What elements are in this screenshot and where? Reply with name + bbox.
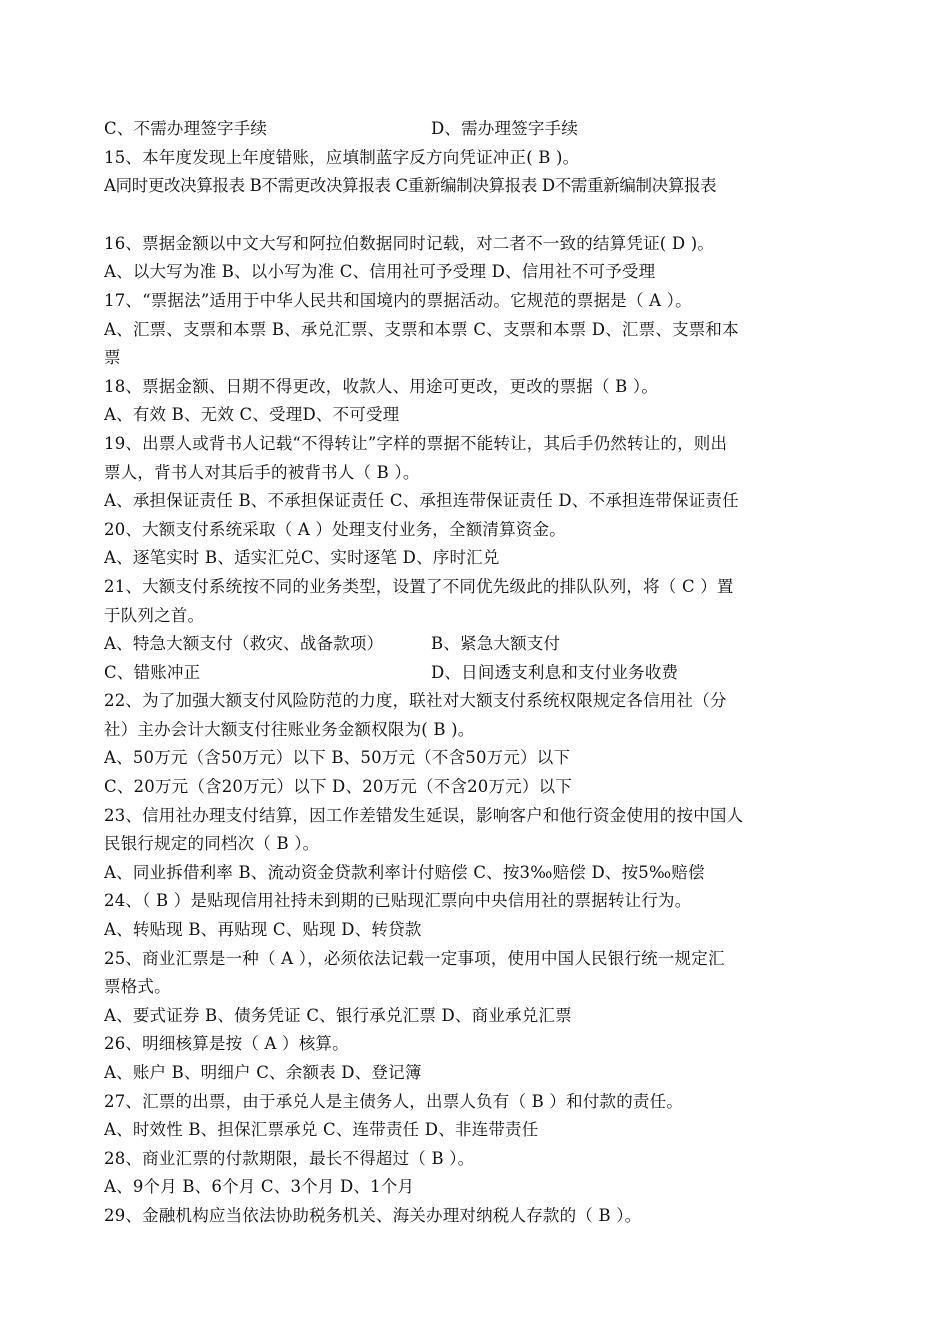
question-text: 16、票据金额以中文大写和阿拉伯数据同时记载，对二者不一致的结算凭证( D )。 (104, 233, 715, 253)
options-text: C、20万元（含20万元）以下 D、20万元（不含20万元）以下 (104, 777, 572, 797)
question-text: 民银行规定的同档次（ B ）。 (104, 834, 320, 854)
options-text: A、账户 B、明细户 C、余额表 D、登记簿 (104, 1063, 422, 1082)
question-text: 22、为了加强大额支付风险防范的力度，联社对大额支付系统权限规定各信用社（分 (104, 691, 727, 711)
option-text: D、日间透支利息和支付业务收费 (431, 662, 679, 682)
question-text: 23、信用社办理支付结算，因工作差错发生延误，影响客户和他行资金使用的按中国人 (104, 805, 744, 825)
question-text: 票人，背书人对其后手的被背书人（ B ）。 (104, 462, 420, 482)
option-row (104, 630, 844, 659)
options-text: 票 (104, 348, 121, 368)
option-row (104, 659, 844, 688)
question-text: 21、大额支付系统按不同的业务类型，设置了不同优先级此的排队队列，将（ C ）置 (104, 576, 734, 596)
question-text: 15、本年度发现上年度错账，应填制蓝字反方向凭证冲正( B )。 (104, 147, 580, 167)
question-text: 28、商业汇票的付款期限，最长不得超过（ B ）。 (104, 1148, 475, 1168)
options-text: A同时更改决算报表 B不需更改决算报表 C重新编制决算报表 D不需重新编制决算报表 (104, 176, 717, 196)
question-text: 19、出票人或背书人记载“不得转让”字样的票据不能转让，其后手仍然转让的，则出 (104, 433, 728, 453)
options-text: A、有效 B、无效 C、受理D、不可受理 (104, 405, 400, 425)
question-text: 票格式。 (104, 977, 171, 997)
question-text: 29、金融机构应当依法协助税务机关、海关办理对纳税人存款的（ B ）。 (104, 1205, 642, 1225)
question-text: 18、票据金额、日期不得更改，收款人、用途可更改，更改的票据（ B ）。 (104, 376, 659, 396)
options-text: A、逐笔实时 B、适实汇兑C、实时逐笔 D、序时汇兑 (104, 548, 500, 568)
options-text: A、要式证券 B、债务凭证 C、银行承兑汇票 D、商业承兑汇票 (104, 1005, 572, 1025)
question-text: 17、“票据法”适用于中华人民共和国境内的票据活动。它规范的票据是（ A ）。 (104, 290, 692, 310)
options-text: A、50万元（含50万元）以下 B、50万元（不含50万元）以下 (104, 748, 571, 768)
question-text: 25、商业汇票是一种（ A ），必须依法记载一定事项，使用中国人民银行统一规定汇 (104, 948, 725, 968)
options-text: A、转贴现 B、再贴现 C、贴现 D、转贷款 (104, 920, 422, 940)
options-text: A、时效性 B、担保汇票承兑 C、连带责任 D、非连带责任 (104, 1120, 539, 1140)
option-text: A、特急大额支付（救灾、战备款项） (104, 634, 384, 654)
question-text: 于队列之首。 (104, 605, 205, 625)
option-text: B、紧急大额支付 (431, 634, 561, 654)
option-text: D、需办理签字手续 (431, 119, 579, 138)
question-text: 社）主办会计大额支付往账业务金额权限为( B )。 (104, 719, 475, 739)
question-text: 20、大额支付系统采取（ A ）处理支付业务，全额清算资金。 (104, 519, 566, 539)
option-text: C、不需办理签字手续 (104, 119, 268, 138)
options-text: A、同业拆借利率 B、流动资金贷款利率计付赔偿 C、按3‰赔偿 D、按5‰赔偿 (104, 862, 705, 882)
option-row (104, 115, 844, 144)
question-text: 24、（ B ）是贴现信用社持未到期的已贴现汇票向中央信用社的票据转让行为。 (104, 891, 692, 911)
question-text: 26、明细核算是按（ A ）核算。 (104, 1034, 349, 1054)
options-text: A、承担保证责任 B、不承担保证责任 C、承担连带保证责任 D、不承担连带保证责任 (104, 491, 739, 511)
options-text: A、9个月 B、6个月 C、3个月 D、1个月 (104, 1177, 415, 1197)
question-text: 27、汇票的出票，由于承兑人是主债务人，出票人负有（ B ）和付款的责任。 (104, 1091, 684, 1111)
options-text: A、以大写为准 B、以小写为准 C、信用社可予受理 D、信用社不可予受理 (104, 262, 656, 282)
question-list (104, 115, 844, 1231)
option-text: C、错账冲正 (104, 662, 201, 682)
options-text: A、汇票、支票和本票 B、承兑汇票、支票和本票 C、支票和本票 D、汇票、支票和本 (104, 319, 739, 339)
